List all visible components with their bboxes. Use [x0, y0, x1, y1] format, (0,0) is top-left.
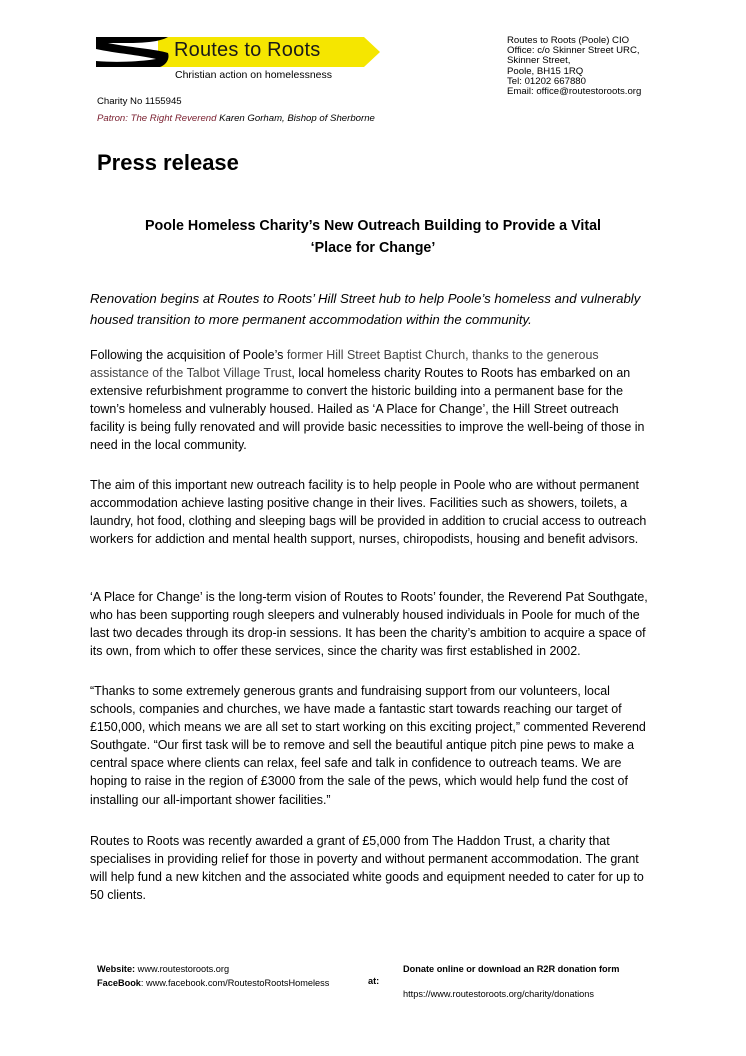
- footer-donate-link[interactable]: https://www.routestoroots.org/charity/donations: [403, 989, 594, 999]
- lead-paragraph: Renovation begins at Routes to Roots’ Hill Street hub to help Poole’s homeless and vulnerably housed transition to more permanent accommodation within the community.: [90, 291, 641, 327]
- paragraph-1-start: Following the acquisition of Poole’s: [90, 348, 287, 362]
- contact-block: [507, 36, 641, 97]
- tagline: Christian action on homelessness: [175, 69, 332, 81]
- contact-line-postcode: Poole, BH15 1RQ: [507, 65, 584, 77]
- paragraph-2: The aim of this important new outreach facility is to help people in Poole who are without permanent accommodation achieve lasting positive change in their lives. Facilities such as showers, toilets, a laundry, hot food, clothing and sleeping bags will be provided in addition to crucial access to outreach workers for addiction and mental health support, nurses, chiropodists, housing and benefit advisors.: [90, 478, 647, 547]
- footer-facebook-url[interactable]: : www.facebook.com/RoutestoRootsHomeless: [140, 978, 330, 988]
- contact-line-office: Office: c/o Skinner Street URC,: [507, 45, 640, 57]
- footer-website-url[interactable]: www.routestoroots.org: [135, 964, 230, 974]
- footer-at-label: at:: [368, 976, 380, 986]
- footer-website[interactable]: [97, 964, 229, 974]
- contact-line-org: Routes to Roots (Poole) CIO: [507, 35, 630, 46]
- patron-prefix: Patron: The Right Reverend: [97, 113, 217, 124]
- paragraph-1-highlight: former Hill Street Baptist Church, thanks to the generous assistance of the Talbot Village Trust: [90, 348, 599, 381]
- patron-name: Karen Gorham, Bishop of Sherborne: [219, 113, 375, 124]
- contact-line-street: Skinner Street,: [507, 55, 571, 67]
- paragraph-1: [90, 346, 656, 455]
- logo-text: Routes to Roots: [174, 39, 321, 61]
- headline-line-2: ‘Place for Change’: [310, 240, 436, 256]
- headline: [90, 215, 656, 259]
- page-title: Press release: [97, 150, 239, 175]
- contact-line-tel: Tel: 01202 667880: [507, 75, 586, 87]
- paragraph-1-rest: , local homeless charity Routes to Roots has embarked on an extensive refurbishment programme to convert the historic building into a permanent base for the town’s homeless and vulnerably housed. Hailed as ‘A Place for Change’, the Hill Street outreach facility is being fully renovated and will provide basic necessities to improve the well-being of those in need in the local community.: [90, 366, 645, 453]
- charity-number: Charity No 1155945: [97, 96, 182, 107]
- paragraph-3: ‘A Place for Change’ is the long-term vision of Routes to Roots’ founder, the Reverend Pat Southgate, who has been supporting rough sleepers and vulnerably housed individuals in Poole for much of the last two decades through its drop-in sessions. It has been the charity’s ambition to acquire a space of its own, from which to offer these services, since the charity was first established in 2002.: [90, 590, 648, 659]
- patron-line: [97, 113, 375, 124]
- footer-website-label: Website:: [97, 964, 136, 974]
- footer-donate-text: Donate online or download an R2R donation form: [403, 964, 620, 974]
- footer-facebook-label: FaceBook: [97, 978, 141, 988]
- logo-road-swoosh: [96, 37, 169, 67]
- headline-line-1: Poole Homeless Charity’s New Outreach Building to Provide a Vital: [144, 218, 602, 234]
- paragraph-5: Routes to Roots was recently awarded a grant of £5,000 from The Haddon Trust, a charity that specialises in providing relief for those in poverty and without permanent accommodation. The grant will help fund a new kitchen and the associated white goods and equipment needed to cater for up to 50 clients.: [90, 834, 644, 903]
- footer-facebook[interactable]: [97, 978, 329, 988]
- paragraph-4: “Thanks to some extremely generous grants and fundraising support from our volunteers, local schools, companies and churches, we have made a fantastic start towards reaching our target of £150,000, which means we are all set to start working on this exciting project,” commented Reverend Southgate. “Our first task will be to remove and sell the beautiful antique pitch pine pews to make a central space where clients can relax, feel safe and talk in confidence to outreach teams. We are hoping to raise in the region of £3000 from the sale of the pews, which would help fund the cost of installing our all-important shower facilities.”: [90, 684, 646, 807]
- contact-line-email[interactable]: Email: office@routestoroots.org: [507, 85, 642, 97]
